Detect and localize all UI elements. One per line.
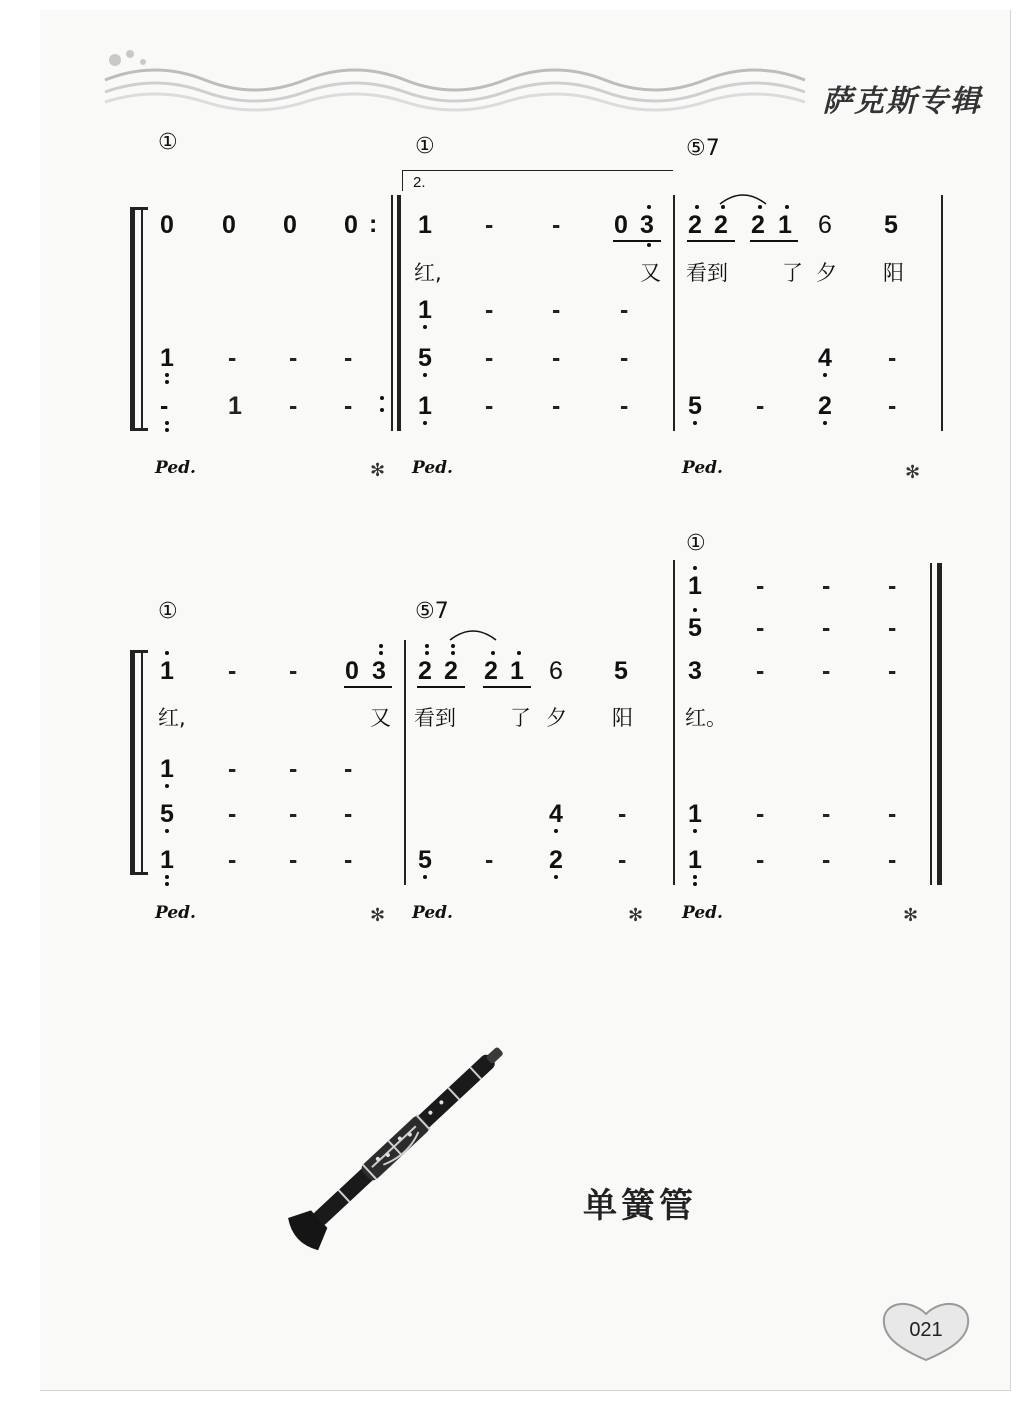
octave-dot: [451, 651, 455, 655]
octave-dot: [647, 205, 651, 209]
dash: -: [888, 657, 897, 685]
lyric: 了: [510, 706, 531, 730]
octave-dot: [693, 829, 697, 833]
dash: -: [552, 392, 561, 420]
circled-mark: ⑤7: [415, 599, 449, 624]
dash: -: [289, 846, 298, 874]
dash: -: [618, 800, 627, 828]
note: 3: [688, 657, 702, 685]
dash: -: [888, 572, 897, 600]
dash: -: [756, 846, 765, 874]
pedal-mark: Ped.: [412, 903, 453, 923]
note: 2: [418, 657, 432, 685]
pedal-mark: Ped.: [155, 458, 196, 478]
note: 1: [160, 755, 174, 783]
system-bracket-top: [130, 207, 148, 210]
volta-label: 2.: [413, 174, 426, 191]
note: 5: [688, 392, 702, 420]
dash: -: [485, 846, 494, 874]
barline-thick: [397, 195, 401, 431]
lyric: 看到: [686, 261, 728, 285]
note: 1: [160, 344, 174, 372]
dash: -: [228, 755, 237, 783]
barline-final: [937, 563, 942, 885]
page-number: 021: [909, 1319, 943, 1341]
dash: -: [756, 657, 765, 685]
octave-dot: [693, 608, 697, 612]
dash: -: [228, 846, 237, 874]
octave-dot: [491, 651, 495, 655]
pedal-mark: Ped.: [682, 903, 723, 923]
octave-dot: [165, 784, 169, 788]
dash: -: [888, 344, 897, 372]
dash: -: [228, 344, 237, 372]
lyric: 看到: [414, 706, 456, 730]
octave-dot: [693, 875, 697, 879]
note: 0: [344, 211, 358, 239]
note: 6: [818, 211, 832, 239]
octave-dot: [451, 644, 455, 648]
dash: -: [756, 572, 765, 600]
beam: [613, 240, 661, 242]
octave-dot: [423, 373, 427, 377]
lyric: 又: [640, 261, 661, 285]
dash: 1: [228, 392, 242, 420]
lyric: 红,: [158, 706, 186, 730]
lyric: 又: [370, 706, 391, 730]
lyric: 红,: [414, 261, 442, 285]
lyric: 了: [782, 261, 803, 285]
note: 1: [688, 800, 702, 828]
dash: -: [485, 344, 494, 372]
note: 3: [640, 211, 654, 239]
beam: [687, 240, 735, 242]
barline: [141, 207, 143, 431]
octave-dot: [379, 644, 383, 648]
pedal-release: ✻: [905, 462, 921, 482]
note: 5: [688, 614, 702, 642]
octave-dot: [165, 875, 169, 879]
note: -: [160, 392, 169, 420]
note: 5: [614, 657, 628, 685]
note: 4: [549, 800, 563, 828]
lyric: 阳: [612, 706, 633, 730]
note: 2: [688, 211, 702, 239]
repeat-dot: [380, 408, 384, 412]
dash: -: [552, 296, 561, 324]
dash: -: [620, 344, 629, 372]
dash: -: [756, 800, 765, 828]
dash: -: [822, 614, 831, 642]
repeat-sign: :: [369, 210, 378, 238]
note: 2: [818, 392, 832, 420]
header-title: 萨克斯专辑: [822, 84, 982, 119]
system-bracket-bottom: [130, 872, 148, 875]
octave-dot: [425, 644, 429, 648]
barline: [391, 195, 393, 431]
dash: -: [289, 755, 298, 783]
dash: -: [289, 344, 298, 372]
pedal-mark: Ped.: [412, 458, 453, 478]
pedal-release: ✻: [370, 905, 386, 925]
octave-dot: [165, 882, 169, 886]
dash: -: [888, 392, 897, 420]
octave-dot: [693, 566, 697, 570]
octave-dot: [785, 205, 789, 209]
octave-dot: [165, 421, 169, 425]
circled-mark: ⑤7: [686, 136, 720, 161]
note: 1: [160, 657, 174, 685]
dash: -: [228, 800, 237, 828]
beam: [344, 686, 392, 688]
dash: -: [822, 846, 831, 874]
pedal-release: ✻: [903, 905, 919, 925]
octave-dot: [379, 651, 383, 655]
octave-dot: [165, 373, 169, 377]
dash: -: [344, 392, 353, 420]
barline: [941, 195, 943, 431]
octave-dot: [647, 243, 651, 247]
note: 1: [418, 211, 432, 239]
pedal-release: ✻: [628, 905, 644, 925]
dash: -: [620, 392, 629, 420]
octave-dot: [823, 421, 827, 425]
beam: [483, 686, 531, 688]
note: 2: [484, 657, 498, 685]
dash: -: [552, 344, 561, 372]
note: 1: [778, 211, 792, 239]
dash: -: [289, 657, 298, 685]
note: 5: [884, 211, 898, 239]
dash: -: [888, 614, 897, 642]
note: 1: [418, 296, 432, 324]
dash: -: [822, 572, 831, 600]
note: 3: [372, 657, 386, 685]
dash: -: [289, 392, 298, 420]
lyric: 阳: [883, 261, 904, 285]
note: 0: [614, 211, 628, 239]
system-bracket-top: [130, 650, 148, 653]
note: 5: [418, 846, 432, 874]
octave-dot: [823, 373, 827, 377]
volta-bracket: [402, 170, 673, 191]
system-bracket-bottom: [130, 428, 148, 431]
instrument-caption: 单簧管: [583, 1186, 697, 1226]
octave-dot: [517, 651, 521, 655]
dash: -: [822, 657, 831, 685]
barline: [141, 650, 143, 875]
lyric: 红。: [685, 706, 727, 730]
note: 5: [418, 344, 432, 372]
octave-dot: [423, 325, 427, 329]
dash: -: [289, 800, 298, 828]
note: 1: [160, 846, 174, 874]
barline: [404, 640, 406, 885]
tie: [718, 190, 768, 206]
note: 2: [751, 211, 765, 239]
system-bracket: [130, 207, 135, 431]
circled-mark: ①: [686, 531, 706, 556]
note: 1: [510, 657, 524, 685]
barline: [673, 195, 675, 431]
dash: -: [822, 800, 831, 828]
dash: -: [888, 846, 897, 874]
note: 5: [160, 800, 174, 828]
repeat-dot: [380, 396, 384, 400]
beam: [417, 686, 465, 688]
dash: -: [485, 392, 494, 420]
octave-dot: [554, 829, 558, 833]
note: 6: [549, 657, 563, 685]
note: 1: [688, 572, 702, 600]
note: 1: [418, 392, 432, 420]
dash: -: [485, 296, 494, 324]
barline: [930, 563, 932, 885]
note: 0: [160, 211, 174, 239]
beam: [750, 240, 798, 242]
octave-dot: [165, 380, 169, 384]
circled-mark: ①: [415, 134, 435, 159]
system-bracket: [130, 650, 135, 875]
note: 0: [345, 657, 359, 685]
note: 2: [714, 211, 728, 239]
note: 2: [549, 846, 563, 874]
dash: -: [888, 800, 897, 828]
dash: -: [552, 211, 561, 239]
circled-mark: ①: [158, 599, 178, 624]
pedal-release: ✻: [370, 460, 386, 480]
pedal-mark: Ped.: [682, 458, 723, 478]
octave-dot: [693, 882, 697, 886]
circled-mark: ①: [158, 130, 178, 155]
octave-dot: [693, 421, 697, 425]
lyric: 夕: [546, 706, 567, 730]
octave-dot: [165, 651, 169, 655]
dash: -: [485, 211, 494, 239]
octave-dot: [423, 421, 427, 425]
note: 0: [222, 211, 236, 239]
barline: [673, 560, 675, 885]
octave-dot: [425, 651, 429, 655]
dash: -: [344, 846, 353, 874]
octave-dot: [165, 428, 169, 432]
dash: -: [344, 755, 353, 783]
note: 2: [444, 657, 458, 685]
dash: -: [344, 344, 353, 372]
dash: -: [618, 846, 627, 874]
dash: -: [344, 800, 353, 828]
dash: -: [756, 392, 765, 420]
pedal-mark: Ped.: [155, 903, 196, 923]
octave-dot: [165, 829, 169, 833]
octave-dot: [554, 875, 558, 879]
lyric: 夕: [816, 261, 837, 285]
octave-dot: [423, 875, 427, 879]
dash: -: [756, 614, 765, 642]
note: 0: [283, 211, 297, 239]
note: 1: [688, 846, 702, 874]
clarinet-illustration: [262, 1008, 547, 1273]
dash: -: [228, 657, 237, 685]
tie: [448, 626, 498, 642]
octave-dot: [695, 205, 699, 209]
note: 4: [818, 344, 832, 372]
dash: -: [620, 296, 629, 324]
